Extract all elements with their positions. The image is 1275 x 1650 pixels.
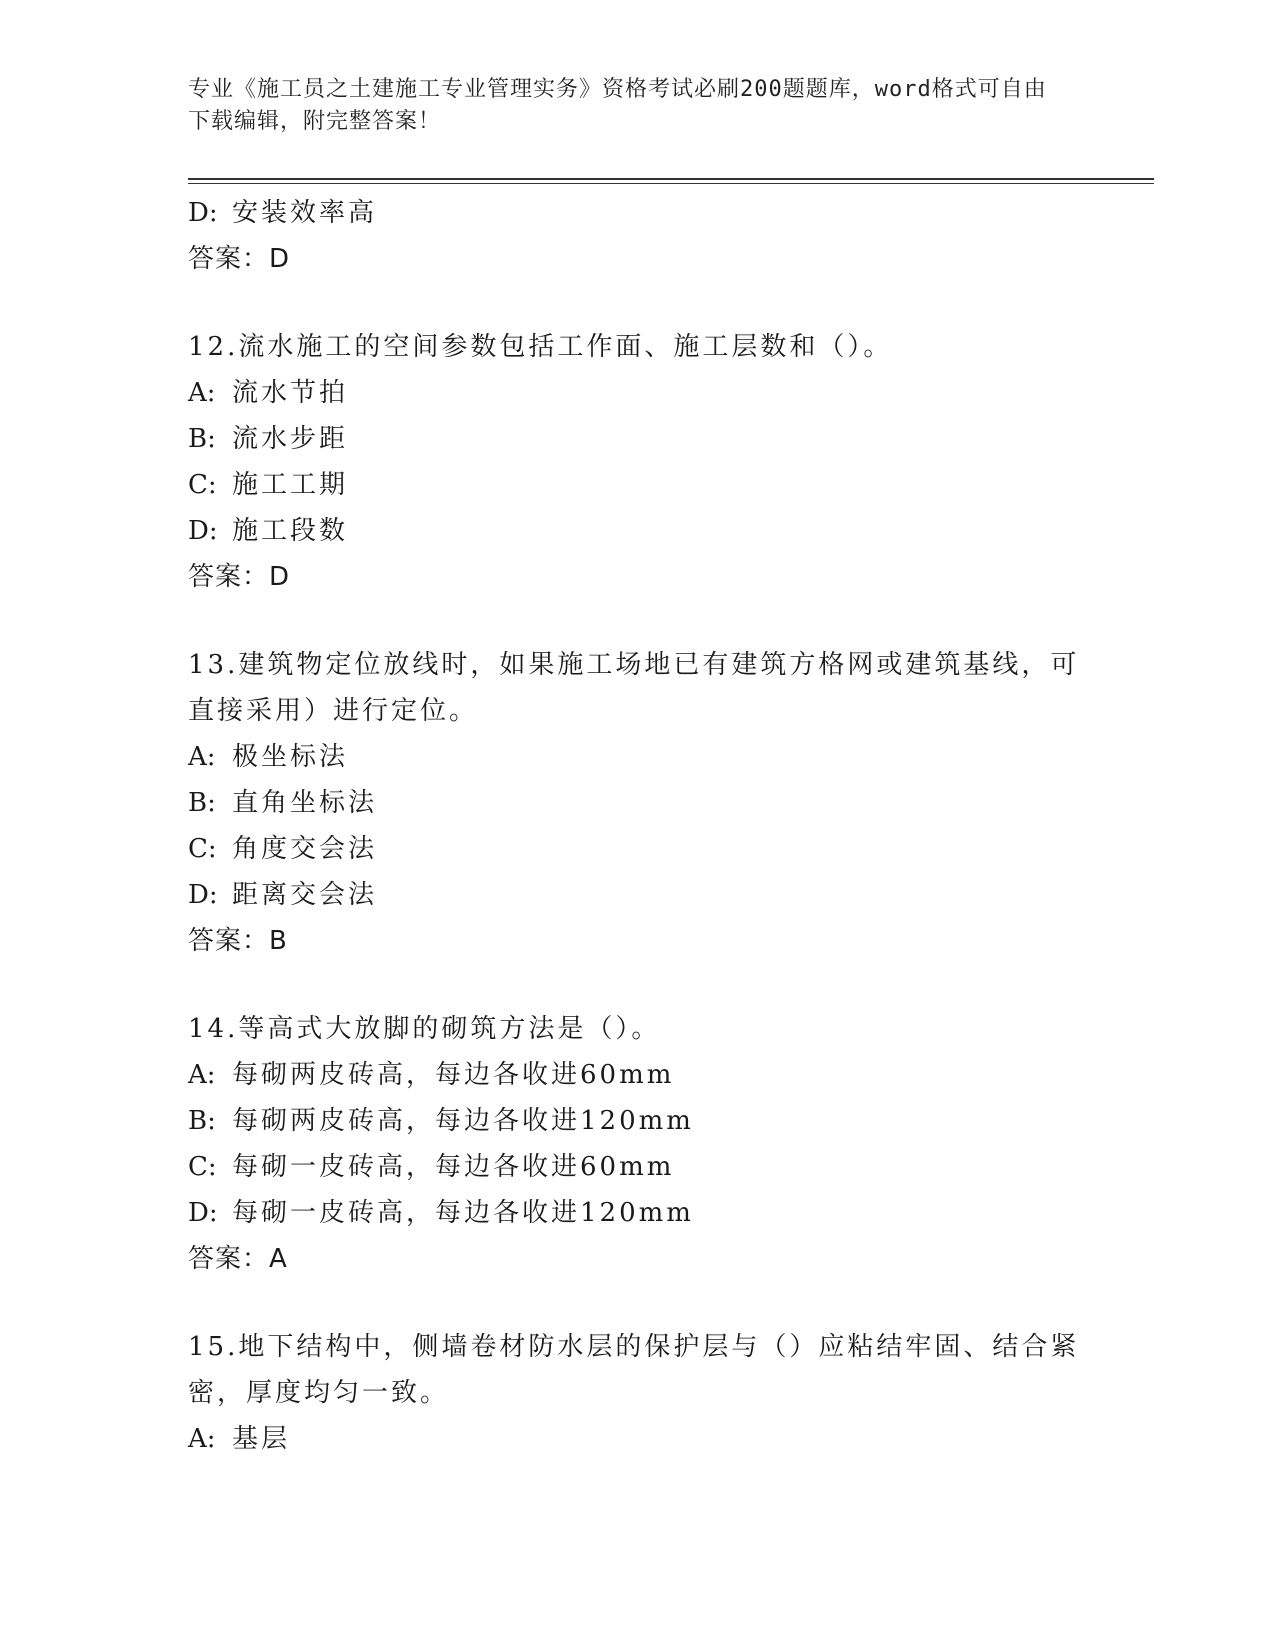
option-text: 极坐标法 [232,742,349,772]
option-text: 施工工期 [232,470,349,500]
option-label: A: [188,742,216,772]
option-label: B: [188,788,216,818]
option-line [188,826,1088,872]
answer-line: 答案：D [188,562,291,592]
answer-line: 答案：A [188,1244,288,1274]
header-divider-thin [188,183,1154,184]
option-label: D: [188,880,218,910]
option-text: 每砌两皮砖高，每边各收进60mm [232,1060,675,1090]
question-stem: 14.等高式大放脚的砌筑方法是（）。 [188,1014,661,1044]
option-line [188,190,1088,236]
option-line [188,1098,1088,1144]
option-line [188,1052,1088,1098]
questions-container [188,324,1088,1462]
option-text: 角度交会法 [232,834,378,864]
question-block [188,642,1088,964]
option-text: 每砌一皮砖高，每边各收进60mm [232,1152,675,1182]
answer-line: 答案：B [188,926,288,956]
option-line [188,1190,1088,1236]
option-line [188,872,1088,918]
option-label: C: [188,1152,217,1182]
option-label: A: [188,1060,216,1090]
option-label: C: [188,470,217,500]
option-text: 安装效率高 [232,198,378,228]
document-header: 专业《施工员之土建施工专业管理实务》资格考试必刷200题题库，word格式可自由下载编辑，附完整答案！ [188,77,1047,134]
option-label: D: [188,1198,218,1228]
question-block [188,324,1088,600]
option-label: D: [188,198,218,228]
answer-line: 答案：D [188,244,291,274]
question-block [188,1324,1088,1462]
option-line [188,1416,1088,1462]
option-line [188,508,1088,554]
option-line [188,734,1088,780]
question-stem: 12.流水施工的空间参数包括工作面、施工层数和（）。 [188,332,893,362]
option-label: C: [188,834,217,864]
header-divider-thick [188,178,1154,180]
option-text: 每砌两皮砖高，每边各收进120mm [232,1106,694,1136]
option-line [188,1144,1088,1190]
option-label: D: [188,516,218,546]
option-label: B: [188,1106,216,1136]
option-line [188,462,1088,508]
option-label: A: [188,1424,216,1454]
option-label: B: [188,424,216,454]
option-line [188,370,1088,416]
option-text: 基层 [232,1424,291,1454]
question-stem: 13.建筑物定位放线时，如果施工场地已有建筑方格网或建筑基线，可直接采用）进行定位。 [188,650,1080,726]
option-text: 施工段数 [232,516,349,546]
carryover-block [188,190,1088,282]
option-text: 直角坐标法 [232,788,378,818]
option-text: 距离交会法 [232,880,378,910]
question-stem: 15.地下结构中，侧墙卷材防水层的保护层与（）应粘结牢固、结合紧密，厚度均匀一致。 [188,1332,1080,1408]
option-text: 流水节拍 [232,378,349,408]
option-line [188,780,1088,826]
option-line [188,416,1088,462]
option-label: A: [188,378,216,408]
option-text: 流水步距 [232,424,349,454]
option-text: 每砌一皮砖高，每边各收进120mm [232,1198,694,1228]
question-list [188,190,1088,1462]
question-block [188,1006,1088,1282]
